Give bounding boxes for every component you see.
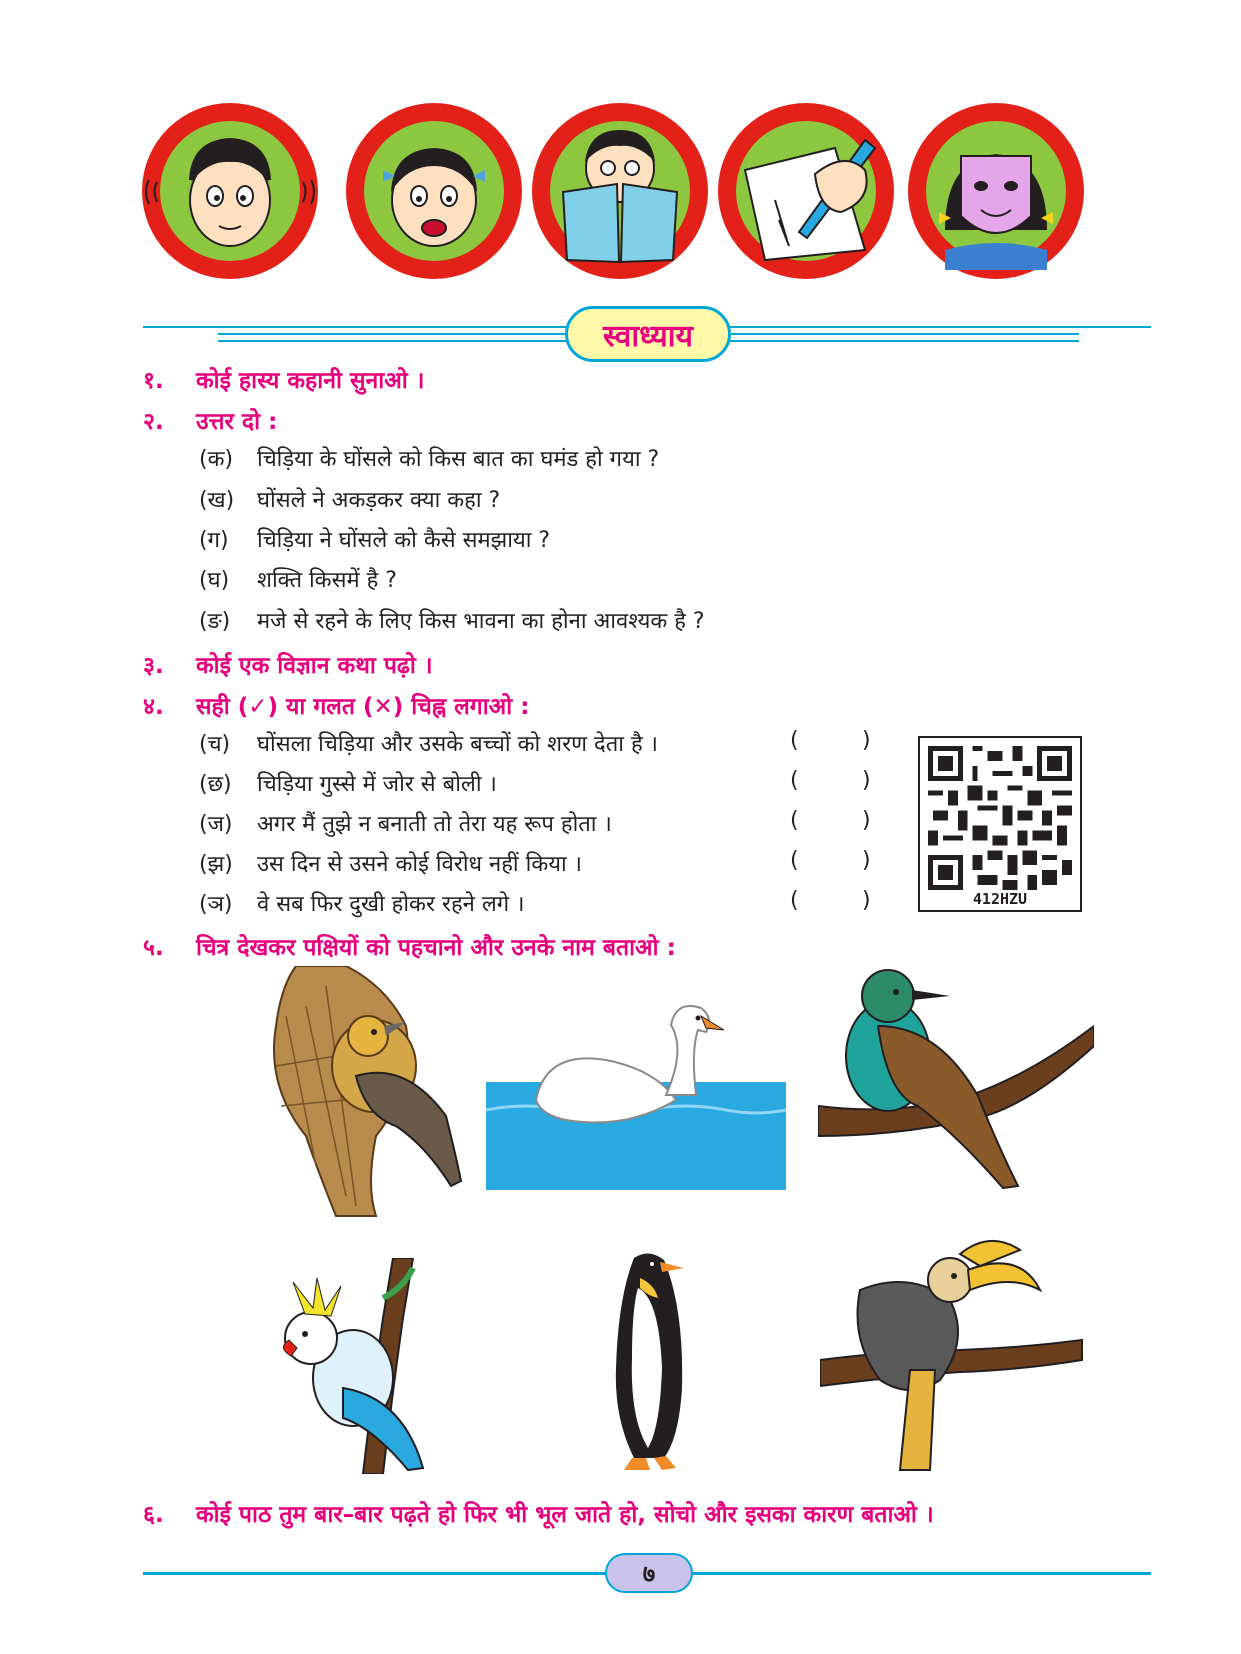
question-text: चित्र देखकर पक्षियों को पहचानो और उनके नाम बताओ : (196, 935, 676, 961)
question-text: कोई हास्य कहानी सुनाओ । (196, 368, 425, 394)
title-rule-right-inner (729, 333, 1079, 335)
textbook-page: स्वाध्याय १. कोई हास्य कहानी सुनाओ । २. उत्तर दो : (क) चिड़िया के घोंसले को किस बात का घमंड हो गया ? (ख) घोंसले ने अकड़कर क्या कहा ? (ग) चिड़िया ने घोंसले को कैसे समझाया ? (घ) शक्ति किसमें है ? (ङ) मजे से रहने के लिए किस भावना का होना आवश्यक है ? ३. कोई एक विज्ञान कथा पढ़ो । ४. सही (✓) या गलत (✕) चिह्न लगाओ : (च) घोंसला चिड़िया और उसके बच्चों को शरण देता है । ( ) (छ) चिड़िया गुस्से में जोर से बोली । ( ) (ज) अगर मैं तुझे न बनाती तो तेरा यह रूप होता । ( ) (झ) उस दिन से उसने कोई विरोध नहीं किया । ( ) (ञ) वे सब फिर दुखी होकर रहने लगे । ( ) 412HZU ५. चित्र देखकर पक्षियों को पहचानो और उनके नाम बताओ : ६. कोई पाठ तुम बार–बार पढ़ते हो फिर भी भूल जाते हो, सोचो और इसका कारण बताओ । ७ (0, 0, 1241, 1654)
item-text: उस दिन से उसने कोई विरोध नहीं किया । (257, 852, 583, 877)
item-label: (ज) (199, 812, 233, 837)
item-text: चिड़िया ने घोंसले को कैसे समझाया ? (257, 528, 551, 553)
title-rule-left-low (218, 340, 567, 342)
cockatoo-image (233, 1258, 445, 1474)
question-text: उत्तर दो : (196, 409, 278, 435)
question-number: २. (143, 409, 164, 435)
title-rule-left-inner (218, 333, 567, 335)
item-label: (ग) (199, 528, 229, 553)
roller-bird-image (818, 966, 1094, 1206)
title-rule-right-low (729, 340, 1079, 342)
item-text: मजे से रहने के लिए किस भावना का होना आवश्यक है ? (257, 609, 705, 634)
item-text: शक्ति किसमें है ? (257, 568, 397, 593)
item-text: वे सब फिर दुखी होकर रहने लगे । (257, 892, 525, 917)
reading-icon (529, 100, 711, 282)
qr-code-pattern (928, 746, 1072, 890)
qr-code-label: 412HZU (972, 890, 1028, 908)
page-number: ७ (605, 1553, 693, 1593)
question-number: ५. (143, 935, 164, 961)
question-number: ४. (143, 694, 164, 720)
item-label: (घ) (199, 568, 230, 593)
listening-icon (139, 100, 321, 282)
item-label: (च) (199, 732, 231, 757)
self-expression-icon (905, 100, 1087, 282)
item-text: चिड़िया के घोंसले को किस बात का घमंड हो गया ? (257, 447, 660, 472)
item-text: अगर मैं तुझे न बनाती तो तेरा यह रूप होता । (257, 812, 612, 837)
item-text: घोंसला चिड़िया और उसके बच्चों को शरण देता है । (257, 732, 658, 757)
section-title: स्वाध्याय (565, 306, 731, 362)
title-rule-left-outer (143, 326, 567, 328)
hornbill-image (820, 1230, 1090, 1476)
penguin-image (604, 1248, 694, 1474)
question-text: कोई एक विज्ञान कथा पढ़ो । (196, 653, 433, 679)
item-label: (ञ) (199, 892, 233, 917)
item-label: (छ) (199, 772, 232, 797)
swan-image (486, 990, 786, 1190)
title-rule-right-outer (729, 326, 1151, 328)
question-number: ६. (143, 1502, 164, 1528)
item-text: चिड़िया गुस्से में जोर से बोली । (257, 772, 497, 797)
question-number: १. (143, 368, 164, 394)
item-label: (ङ) (199, 609, 231, 634)
question-number: ३. (143, 653, 164, 679)
item-label: (झ) (199, 852, 233, 877)
item-label: (क) (199, 447, 234, 472)
speaking-icon (343, 100, 525, 282)
qr-code[interactable] (918, 736, 1082, 912)
question-text: कोई पाठ तुम बार–बार पढ़ते हो फिर भी भूल जाते हो, सोचो और इसका कारण बताओ । (196, 1502, 934, 1528)
writing-icon (715, 100, 897, 282)
item-text: घोंसले ने अकड़कर क्या कहा ? (257, 488, 501, 513)
question-text: सही (✓) या गलत (✕) चिह्न लगाओ : (196, 694, 530, 720)
weaver-bird-nest-image (256, 966, 478, 1221)
item-label: (ख) (199, 488, 235, 513)
